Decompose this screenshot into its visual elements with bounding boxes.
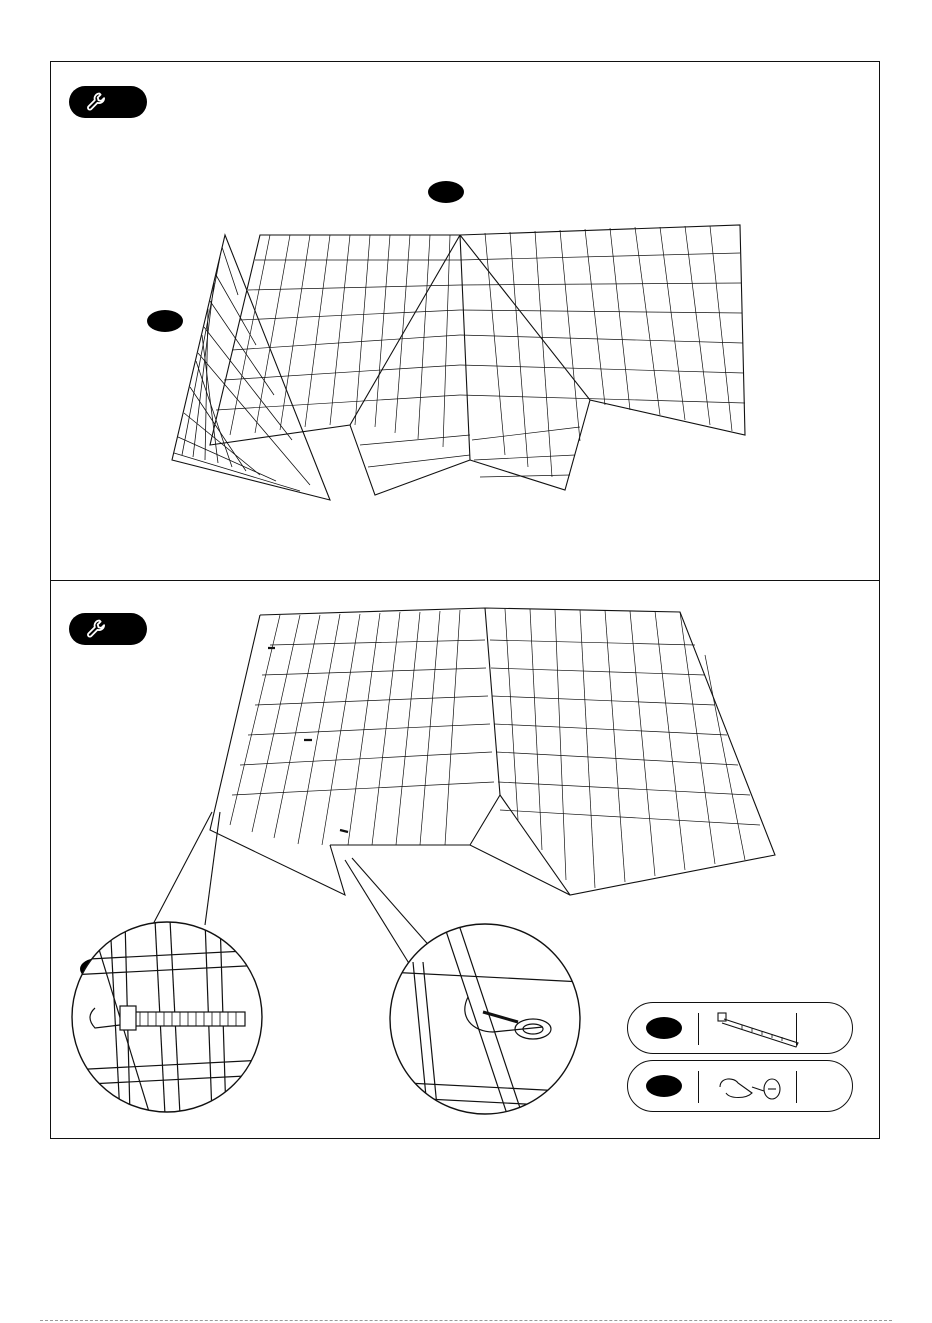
cable-tie-icon bbox=[712, 1007, 812, 1051]
legend-divider bbox=[698, 1013, 699, 1045]
legend-item-cable-tie bbox=[627, 1002, 853, 1054]
cable-tie-detail bbox=[70, 920, 265, 1115]
legend-divider bbox=[698, 1071, 699, 1103]
snap-hook-icon bbox=[712, 1065, 812, 1109]
legend-part-marker bbox=[646, 1075, 682, 1097]
legend-divider bbox=[796, 1013, 797, 1045]
legend-item-snap-hook bbox=[627, 1060, 853, 1112]
snap-hook-detail bbox=[388, 922, 583, 1117]
legend-part-marker bbox=[646, 1017, 682, 1039]
legend-divider bbox=[796, 1071, 797, 1103]
page-edge-rule bbox=[40, 1320, 892, 1321]
